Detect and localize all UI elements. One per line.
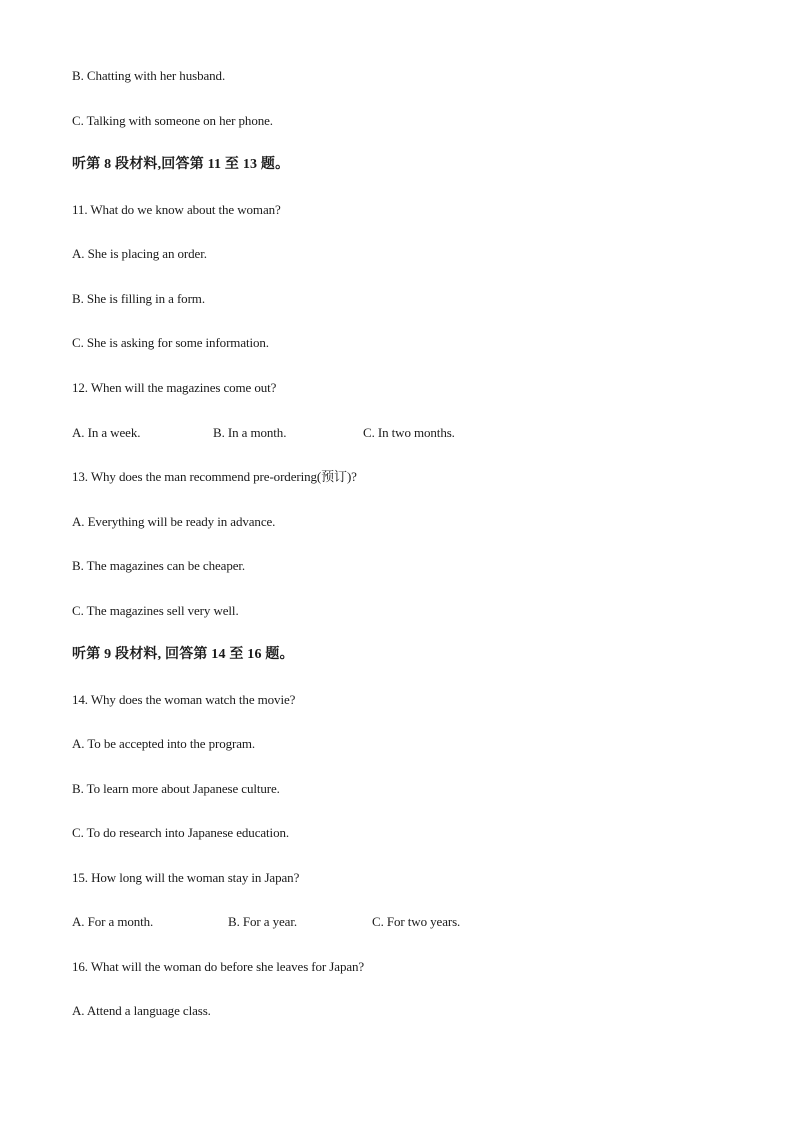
option-c-q13: C. The magazines sell very well.: [72, 603, 239, 618]
question-13: 13. Why does the man recommend pre-ordering(预订)?: [72, 469, 357, 484]
option-a-q14: A. To be accepted into the program.: [72, 736, 256, 751]
option-c-q11: C. She is asking for some information.: [72, 335, 269, 350]
question-11: 11. What do we know about the woman?: [72, 202, 281, 217]
option-b-q12: B. In a month.: [213, 425, 287, 440]
option-a-q12: A. In a week.: [72, 425, 141, 440]
section-heading-9: 听第 9 段材料, 回答第 14 至 16 题。: [72, 647, 294, 662]
options-q12: [72, 424, 532, 442]
option-c-q12: C. In two months.: [363, 425, 455, 440]
option-b-q13: B. The magazines can be cheaper.: [72, 558, 246, 573]
question-15: 15. How long will the woman stay in Japan?: [72, 870, 300, 885]
question-14: 14. Why does the woman watch the movie?: [72, 692, 296, 707]
option-a-q15: A. For a month.: [72, 914, 154, 929]
option-a-q13: A. Everything will be ready in advance.: [72, 514, 276, 529]
options-q15: [72, 913, 532, 931]
option-b-q15: B. For a year.: [228, 914, 298, 929]
option-c-q10: C. Talking with someone on her phone.: [72, 113, 273, 128]
option-b-q14: B. To learn more about Japanese culture.: [72, 781, 280, 796]
question-16: 16. What will the woman do before she leaves for Japan?: [72, 959, 365, 974]
option-a-q16: A. Attend a language class.: [72, 1003, 211, 1018]
section-heading-8: 听第 8 段材料,回答第 11 至 13 题。: [72, 157, 290, 172]
question-12: 12. When will the magazines come out?: [72, 380, 277, 395]
option-b-q10: B. Chatting with her husband.: [72, 68, 226, 83]
option-c-q15: C. For two years.: [372, 914, 461, 929]
option-a-q11: A. She is placing an order.: [72, 246, 207, 261]
option-c-q14: C. To do research into Japanese education.: [72, 825, 290, 840]
option-b-q11: B. She is filling in a form.: [72, 291, 205, 306]
